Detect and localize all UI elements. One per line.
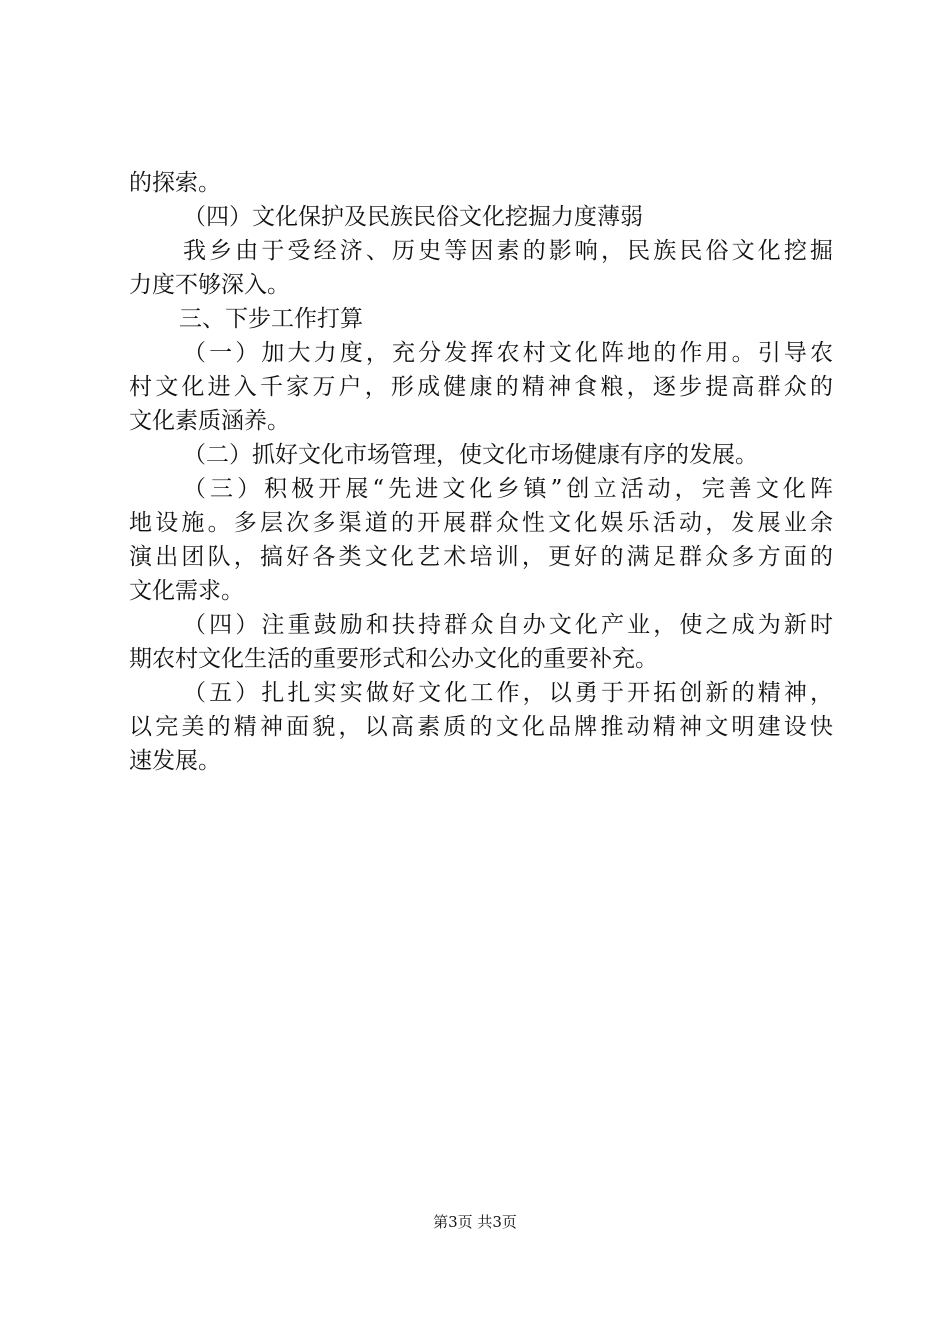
text-line: （五）扎扎实实做好文化工作，以勇于开拓创新的精神， <box>183 680 833 706</box>
text-line: 力度不够深入。 <box>129 272 290 298</box>
section-heading: 三、下步工作打算 <box>179 306 363 332</box>
text-line: 的探索。 <box>129 170 221 196</box>
text-line: （一）加大力度，充分发挥农村文化阵地的作用。引导农 <box>183 340 833 366</box>
text-line: 速发展。 <box>129 748 221 774</box>
text-line: 村文化进入千家万户，形成健康的精神食粮，逐步提高群众的 <box>129 374 833 400</box>
text-line: 文化素质涵养。 <box>129 408 290 434</box>
text-line: 地设施。多层次多渠道的开展群众性文化娱乐活动，发展业余 <box>129 510 833 536</box>
text-line: 我乡由于受经济、历史等因素的影响，民族民俗文化挖掘 <box>183 238 833 264</box>
text-line: （四）注重鼓励和扶持群众自办文化产业，使之成为新时 <box>183 612 833 638</box>
section-heading: （四）文化保护及民族民俗文化挖掘力度薄弱 <box>183 204 643 230</box>
document-body <box>129 166 833 778</box>
text-line: 期农村文化生活的重要形式和公办文化的重要补充。 <box>129 646 658 672</box>
text-line: 文化需求。 <box>129 578 244 604</box>
page-footer: 第3页 共3页 <box>433 1213 517 1231</box>
text-line: 以完美的精神面貌，以高素质的文化品牌推动精神文明建设快 <box>129 714 833 740</box>
text-line: （二）抓好文化市场管理，使文化市场健康有序的发展。 <box>183 442 758 468</box>
text-line: （三）积极开展“先进文化乡镇”创立活动，完善文化阵 <box>183 476 833 502</box>
text-line: 演出团队，搞好各类文化艺术培训，更好的满足群众多方面的 <box>129 544 833 570</box>
